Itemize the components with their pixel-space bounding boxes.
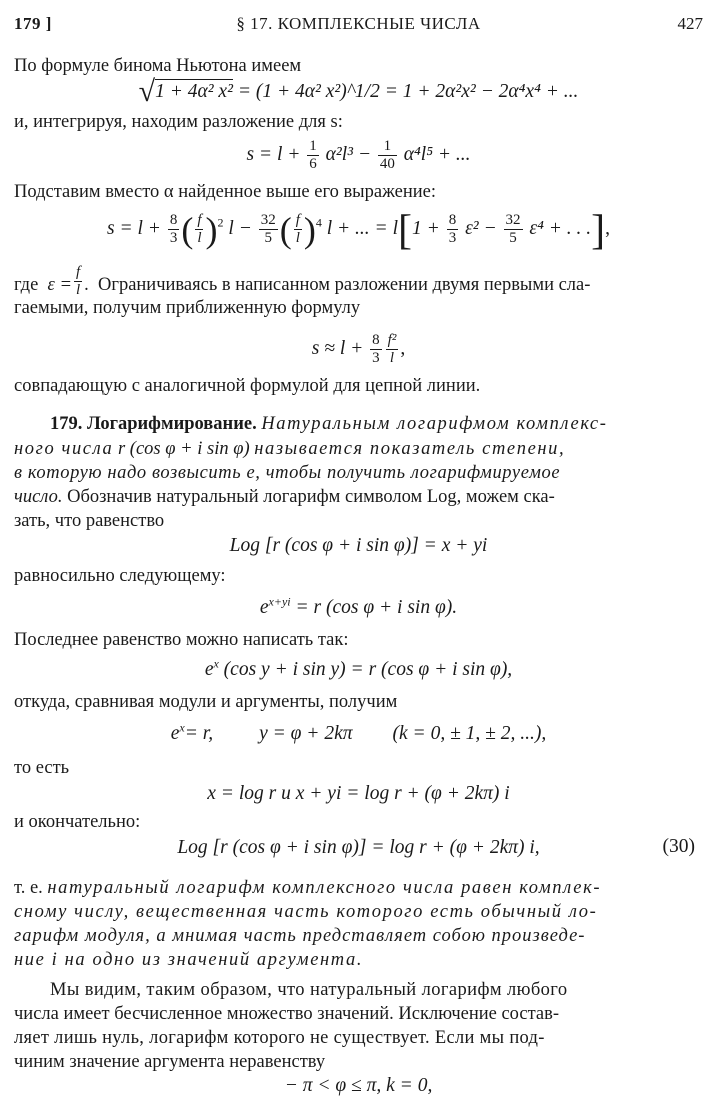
text-line: и, интегрируя, находим разложение для s: — [14, 112, 343, 132]
binomial-expansion: = (1 + 4α² x²)^1/2 = 1 + 2α²x² − 2α⁴x⁴ + ... — [232, 81, 579, 102]
text-line: Подставим вместо α найденное выше его выражение: — [14, 182, 436, 202]
equation-modulus-argument: $e^x= r$, y = φ + 2kπ (k = 0, ± 1, ± 2, ...), — [170, 720, 547, 744]
section-title: Логарифмирование. — [87, 414, 257, 434]
equation-s-series: s = l + $\frac{1}{6}$ α²l³ − $\frac{1}{40}$ α⁴l⁵ + ... — [246, 138, 471, 172]
equation-exp-trig: $e^x$ (cos y + i sin y) = r (cos φ + i sin φ), — [204, 656, 513, 680]
equation-binomial: √1 + 4α² x² = (1 + 4α² x²)^1/2 = 1 + 2α²x² − 2α⁴x⁴ + ... — [138, 75, 579, 108]
text-line: Последнее равенство можно написать так: — [14, 630, 349, 650]
equation-final: Log [r (cos φ + i sin φ)] = log r + (φ + 2kπ) i, — [177, 837, 540, 858]
text-line: число. Обозначив натуральный логарифм символом Log, можем ска- — [14, 487, 555, 507]
equation-log-def: Log [r (cos φ + i sin φ)] = x + yi — [229, 535, 488, 556]
text-line: гаемыми, получим приближенную формулу — [14, 298, 361, 318]
section-number: 179. — [50, 414, 83, 434]
equation-approx: s ≈ l + $\frac{8}{3}$ $\frac{\text{f²}}{l}$ , — [311, 332, 406, 366]
text-line: т. е. натуральный логарифм комплексного числа равен комплек- — [14, 878, 602, 898]
running-header — [14, 10, 703, 38]
text-line: откуда, сравнивая модули и аргументы, получим — [14, 692, 398, 712]
page-number: 427 — [677, 14, 703, 33]
text-line: равносильно следующему: — [14, 566, 226, 586]
radicand: 1 + 4α² x² — [155, 81, 233, 102]
text-line: гарифм модуля, а мнимая часть представляет собою произведе- — [14, 926, 586, 946]
text-line: и окончательно: — [14, 812, 141, 832]
chapter-title: § 17. КОМПЛЕКСНЫЕ ЧИСЛА — [236, 14, 481, 33]
text-line: числа имеет бесчисленное множество значений. Исключение состав- — [14, 1004, 560, 1024]
equation-that-is: x = log r и x + yi = log r + (φ + 2kπ) i — [207, 783, 510, 804]
text-line: в которую надо возвысить e, чтобы получить логарифмируемое — [14, 463, 561, 483]
text-line: По формуле бинома Ньютона имеем — [14, 56, 302, 76]
text-line: то есть — [14, 758, 70, 778]
text-line: где ε = $\frac{f}{l}$ . Ограничиваясь в написанном разложении двумя первыми сла- — [14, 264, 591, 298]
text-line: ние i на одно из значений аргумента. — [14, 950, 364, 970]
equation-exp: $e^{x+yi} = r$ (cos φ + i sin φ). — [259, 594, 458, 618]
text-line: ного числа r (cos φ + i sin φ) называется показатель степени, — [14, 439, 566, 459]
equation-number: (30) — [662, 836, 695, 857]
section-marker: 179 ] — [14, 14, 52, 33]
equation-inequality: − π < φ ≤ π, k = 0, — [284, 1075, 433, 1096]
text-line: сному числу, вещественная часть которого есть обычный ло- — [14, 902, 598, 922]
text-line: ляет лишь нуль, логарифм которого не существует. Если мы под- — [14, 1028, 545, 1048]
text-line: чиним значение аргумента неравенству — [14, 1052, 326, 1072]
text-line: совпадающую с аналогичной формулой для цепной линии. — [14, 376, 481, 396]
text-line: Мы видим, таким образом, что натуральный логарифм любого — [50, 980, 568, 1000]
equation-substituted: s = l + $\frac{8}{3}$ ( $\frac{f}{l}$ )$^2$ l − $\frac{32}{5}$ ( $\frac{f}{l}$ )$^4$ l + ... = l[1 + $\frac{8}{3}$ ε² − $\frac{32}{5}$ ε⁴ + . . .], — [106, 207, 611, 254]
text-line: зать, что равенство — [14, 511, 165, 531]
section-heading-line: 179. Логарифмирование. Натуральным логарифмом комплекс- — [50, 414, 608, 434]
